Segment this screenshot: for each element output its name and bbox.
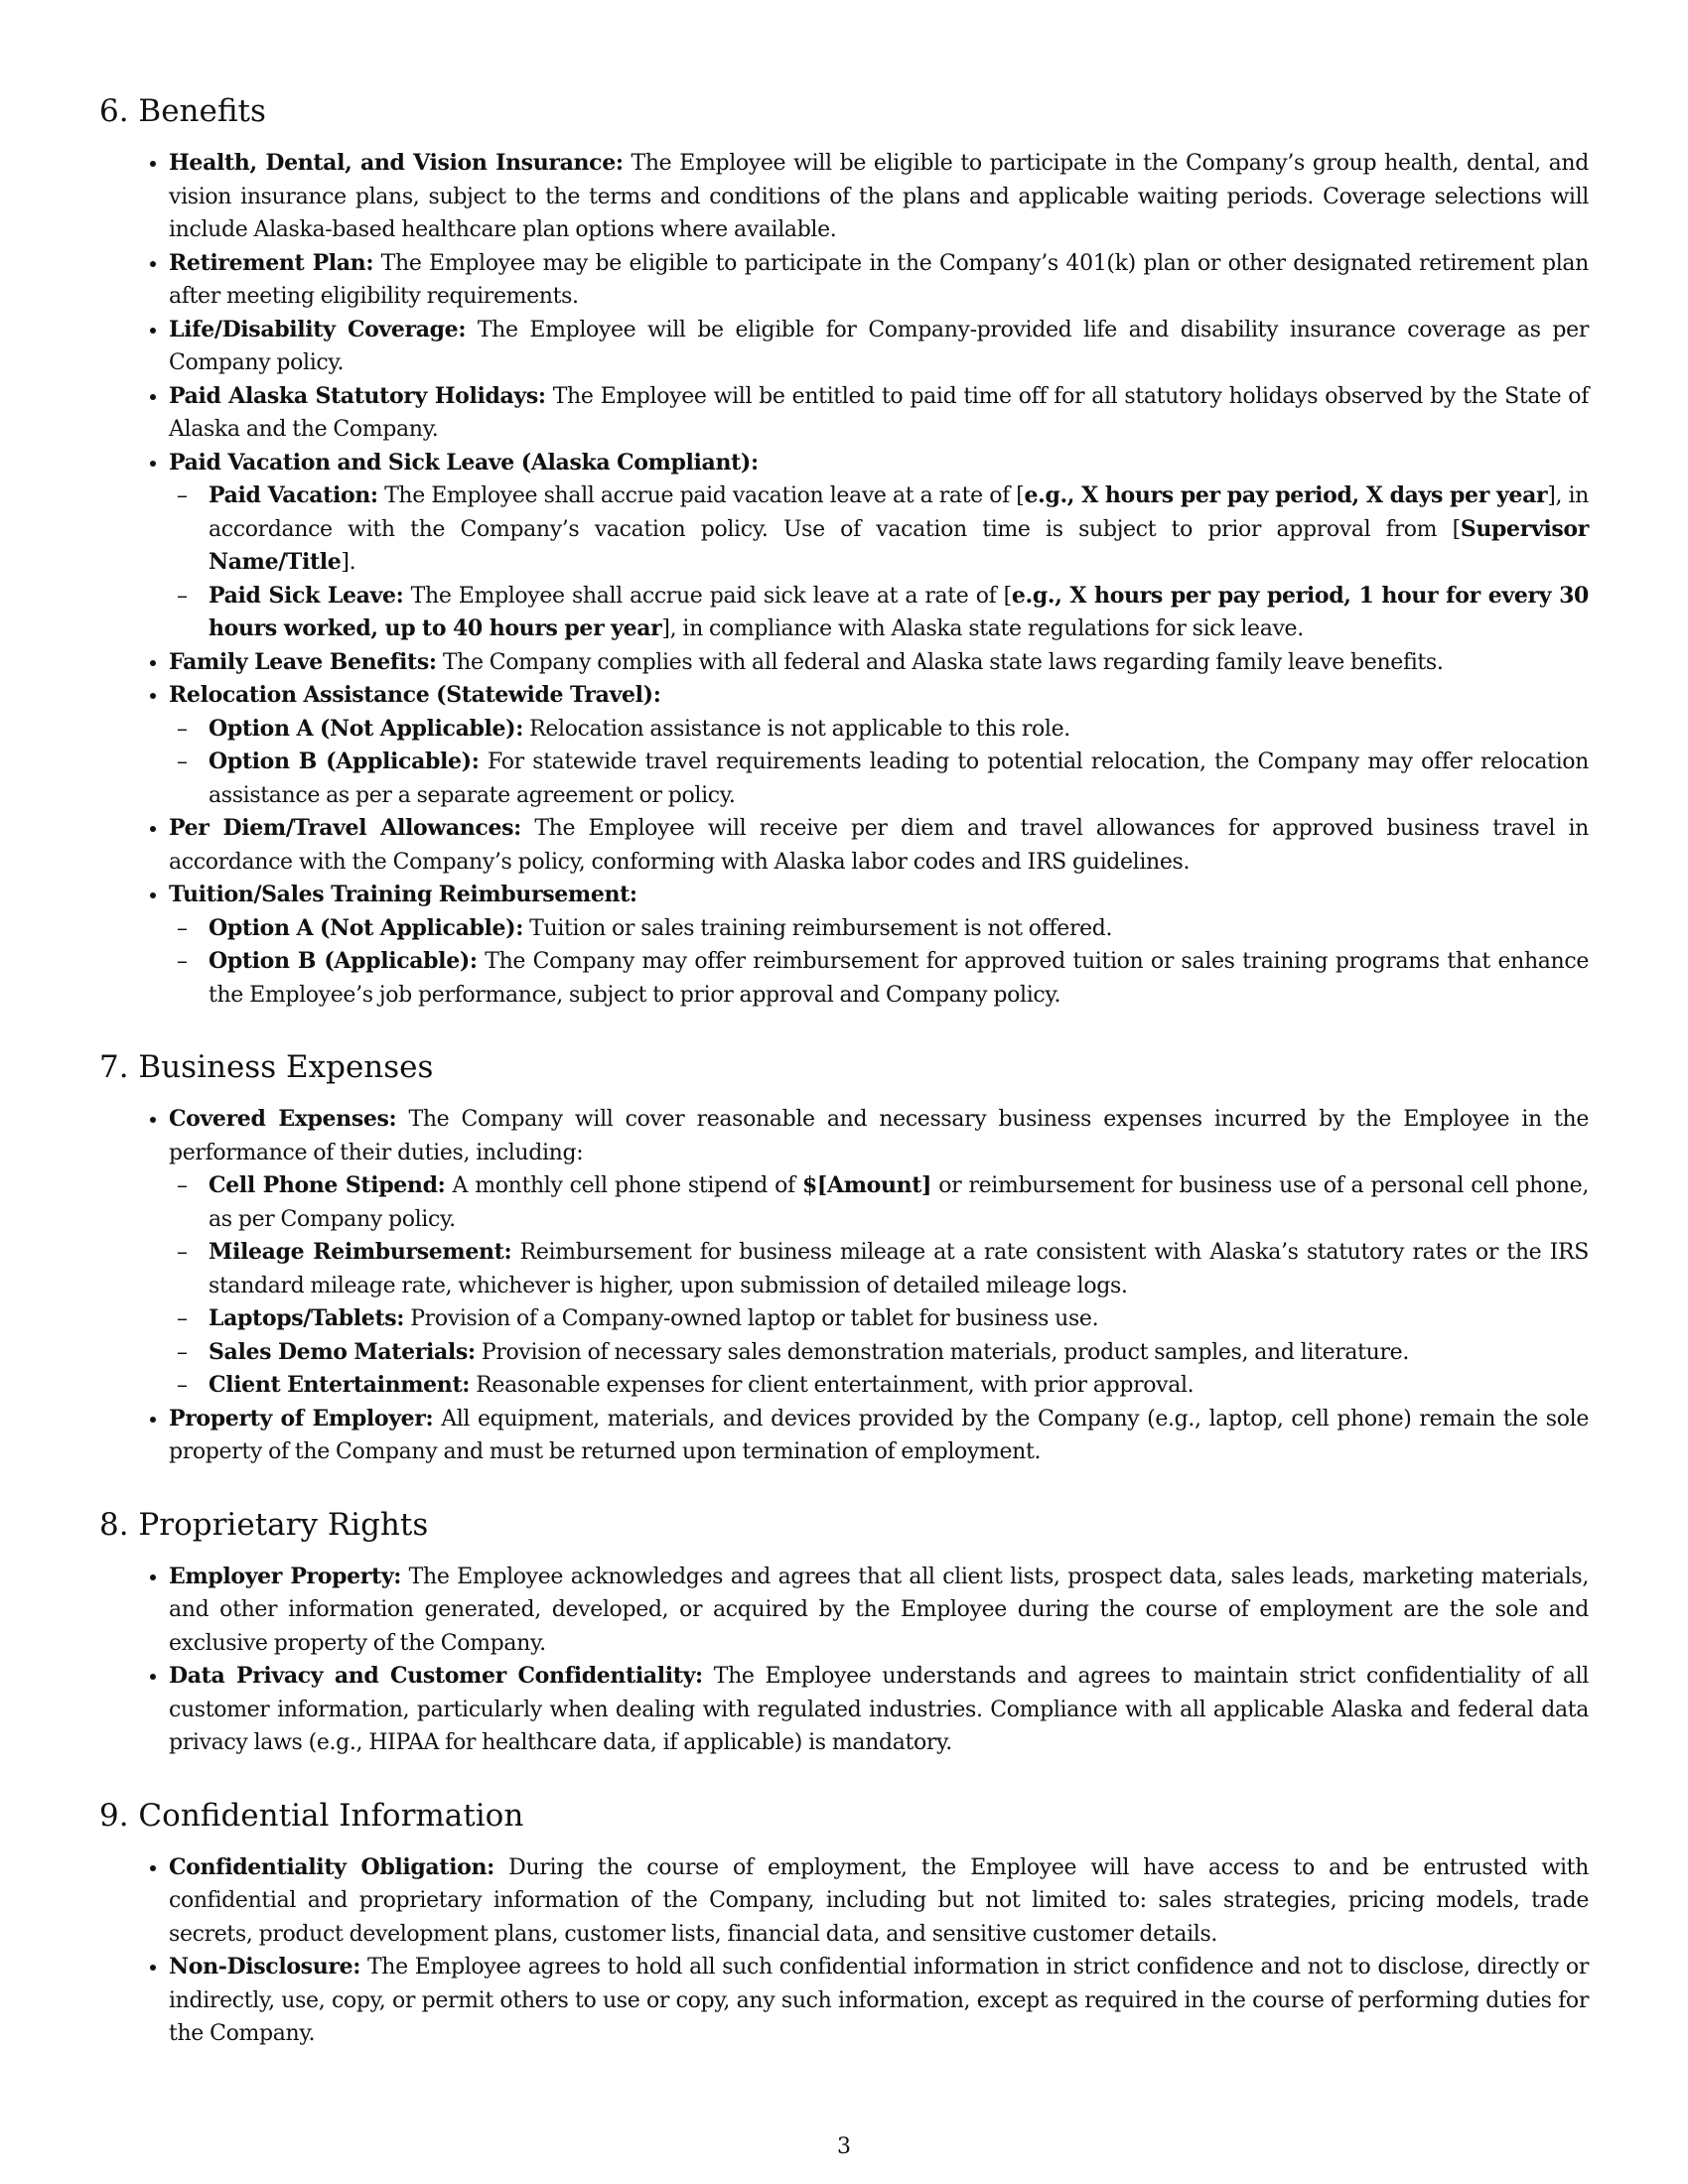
sub-list-item <box>209 1369 1589 1403</box>
list-item <box>169 879 1589 1012</box>
list-item <box>169 1561 1589 1661</box>
sub-item-placeholder: Supervisor Name/Title <box>209 515 1589 575</box>
sub-item-text: Reimbursement for business mileage at a rate consistent with Alaska’s statutory rates or the IRS standard mileage rate, whichever is higher, upon submission of detailed mileage logs. <box>209 1240 1589 1298</box>
item-label: Life/Disability Coverage: <box>169 316 467 342</box>
sub-item-text: ]. <box>341 550 356 575</box>
sub-list-item <box>209 1169 1589 1236</box>
sub-item-label: Option B (Applicable): <box>209 948 478 974</box>
sub-list-item <box>209 580 1589 646</box>
item-text: The Company will cover reasonable and necessary business expenses incurred by the Employee in the performance of their duties, including: <box>169 1107 1589 1165</box>
section-heading: 9. Confidential Information <box>99 1797 524 1834</box>
sub-list <box>169 912 1589 1013</box>
section <box>99 1047 1589 1469</box>
sub-list-item <box>209 1302 1589 1336</box>
sub-list-item <box>209 1236 1589 1302</box>
sub-item-label: Paid Vacation: <box>209 482 378 508</box>
sub-item-text: The Company may offer reimbursement for approved tuition or sales training programs that enhance the Employee’s job performance, subject to prior approval and Company policy. <box>209 949 1589 1008</box>
item-label: Employer Property: <box>169 1563 402 1589</box>
sub-list <box>169 713 1589 813</box>
section <box>99 91 1589 1012</box>
sub-item-label: Laptops/Tablets: <box>209 1305 405 1331</box>
document-page <box>99 91 1589 2087</box>
sub-item-label: Option A (Not Applicable): <box>209 715 524 742</box>
sub-list <box>169 1169 1589 1403</box>
item-label: Property of Employer: <box>169 1405 434 1432</box>
sub-item-text: Tuition or sales training reimbursement is not offered. <box>529 915 1113 941</box>
list-item <box>169 812 1589 879</box>
sub-item-label: Sales Demo Materials: <box>209 1338 476 1365</box>
item-label: Relocation Assistance (Statewide Travel): <box>169 682 661 708</box>
sub-item-label: Option B (Applicable): <box>209 749 480 774</box>
sub-item-text: A monthly cell phone stipend of <box>452 1173 802 1198</box>
sub-item-label: Paid Sick Leave: <box>209 582 404 609</box>
page-number: 3 <box>837 2134 851 2159</box>
item-text: The Employee will be entitled to paid time off for all statutory holidays observed by the State of Alaska and the Company. <box>169 383 1589 442</box>
sub-item-placeholder: e.g., X hours per pay period, X days per year <box>1024 482 1548 508</box>
item-text: The Employee understands and agrees to maintain strict confidentiality of all customer information, particularly when dealing with regulated industries. Compliance with all applicable Alaska and federal data privacy laws (e.g., HIPAA for healthcare data, if applicable) is mandatory. <box>169 1664 1589 1755</box>
list-item <box>169 447 1589 646</box>
item-label: Non-Disclosure: <box>169 1954 360 1979</box>
item-label: Paid Vacation and Sick Leave (Alaska Compliant): <box>169 449 759 476</box>
item-label: Retirement Plan: <box>169 249 374 276</box>
item-label: Covered Expenses: <box>169 1106 397 1132</box>
sub-item-text: The Employee shall accrue paid sick leave at a rate of [ <box>410 583 1012 609</box>
item-text: During the course of employment, the Employee will have access to and be entrusted with confidential and proprietary information of the Company, including but not limited to: sales strategies, pricing models, trade secrets, product development plans, customer lists, financial data, and sensitive customer details. <box>169 1854 1589 1947</box>
list-item <box>169 1851 1589 1952</box>
item-text: The Employee will be eligible for Company-provided life and disability insurance coverage as per Company policy. <box>169 317 1589 375</box>
list-item <box>169 1103 1589 1403</box>
list-item <box>169 147 1589 247</box>
sub-list-item <box>209 1336 1589 1370</box>
bullet-list <box>99 1561 1589 1760</box>
list-item <box>169 1660 1589 1760</box>
item-label: Paid Alaska Statutory Holidays: <box>169 382 546 409</box>
item-label: Data Privacy and Customer Confidentiality: <box>169 1663 703 1689</box>
item-text: The Employee will be eligible to participate in the Company’s group health, dental, and vision insurance plans, subject to the terms and conditions of the plans and applicable waiting periods. Coverage selections will include Alaska-based healthcare plan options where available. <box>169 151 1589 242</box>
sub-item-text: Provision of necessary sales demonstration materials, product samples, and literature. <box>481 1339 1409 1365</box>
sub-item-text: Relocation assistance is not applicable to this role. <box>529 716 1070 742</box>
sub-item-text: or reimbursement for business use of a personal cell phone, as per Company policy. <box>209 1173 1589 1232</box>
sub-list-item <box>209 479 1589 580</box>
sub-list <box>169 479 1589 646</box>
item-text: The Employee will receive per diem and travel allowances for approved business travel in accordance with the Company’s policy, conforming with Alaska labor codes and IRS guidelines. <box>169 816 1589 875</box>
section-heading: 7. Business Expenses <box>99 1049 434 1085</box>
list-item <box>169 1403 1589 1469</box>
sub-item-label: Client Entertainment: <box>209 1372 471 1398</box>
sub-item-label: Mileage Reimbursement: <box>209 1239 512 1265</box>
list-item <box>169 247 1589 314</box>
item-text: The Employee acknowledges and agrees that all client lists, prospect data, sales leads, marketing materials, and other information generated, developed, or acquired by the Employee during the course of employment are the sole and exclusive property of the Company. <box>169 1564 1589 1656</box>
sub-list-item <box>209 713 1589 747</box>
item-label: Health, Dental, and Vision Insurance: <box>169 150 624 176</box>
item-text: The Company complies with all federal and Alaska state laws regarding family leave benefits. <box>442 649 1444 675</box>
list-item <box>169 646 1589 680</box>
bullet-list <box>99 147 1589 1012</box>
list-item <box>169 380 1589 447</box>
bullet-list <box>99 1103 1589 1469</box>
sub-list-item <box>209 746 1589 812</box>
list-item <box>169 314 1589 380</box>
section-heading: 6. Benefits <box>99 93 266 129</box>
list-item <box>169 1951 1589 2051</box>
sub-item-text: ], in compliance with Alaska state regulations for sick leave. <box>661 616 1304 641</box>
sub-item-text: Provision of a Company-owned laptop or tablet for business use. <box>410 1306 1099 1331</box>
sub-item-text: Reasonable expenses for client entertainment, with prior approval. <box>476 1373 1195 1398</box>
sub-item-placeholder: $[Amount] <box>801 1172 932 1198</box>
item-text: The Employee may be eligible to participate in the Company’s 401(k) plan or other designated retirement plan after meeting eligibility requirements. <box>169 250 1589 309</box>
sub-item-text: The Employee shall accrue paid vacation leave at a rate of [ <box>384 483 1025 508</box>
section <box>99 1796 1589 2051</box>
sub-item-placeholder: e.g., X hours per pay period, 1 hour for every 30 hours worked, up to 40 hours per year <box>209 582 1589 641</box>
bullet-list <box>99 1851 1589 2051</box>
item-text: All equipment, materials, and devices provided by the Company (e.g., laptop, cell phone) remain the sole property of the Company and must be returned upon termination of employment. <box>169 1406 1589 1464</box>
sub-item-label: Cell Phone Stipend: <box>209 1172 446 1198</box>
section-heading: 8. Proprietary Rights <box>99 1506 429 1543</box>
sub-list-item <box>209 912 1589 946</box>
item-text: The Employee agrees to hold all such confidential information in strict confidence and not to disclose, directly or indirectly, use, copy, or permit others to use or copy, any such information, except as required in the course of performing duties for the Company. <box>169 1955 1589 2046</box>
sub-item-text: ], in accordance with the Company’s vacation policy. Use of vacation time is subject to prior approval from [ <box>209 483 1589 542</box>
section <box>99 1505 1589 1760</box>
sub-item-text: For statewide travel requirements leading to potential relocation, the Company may offer relocation assistance as per a separate agreement or policy. <box>209 750 1589 808</box>
sub-item-label: Option A (Not Applicable): <box>209 914 524 941</box>
item-label: Tuition/Sales Training Reimbursement: <box>169 882 637 907</box>
item-label: Confidentiality Obligation: <box>169 1853 494 1880</box>
item-label: Family Leave Benefits: <box>169 648 437 675</box>
list-item <box>169 679 1589 812</box>
item-label: Per Diem/Travel Allowances: <box>169 815 521 841</box>
sub-list-item <box>209 945 1589 1012</box>
